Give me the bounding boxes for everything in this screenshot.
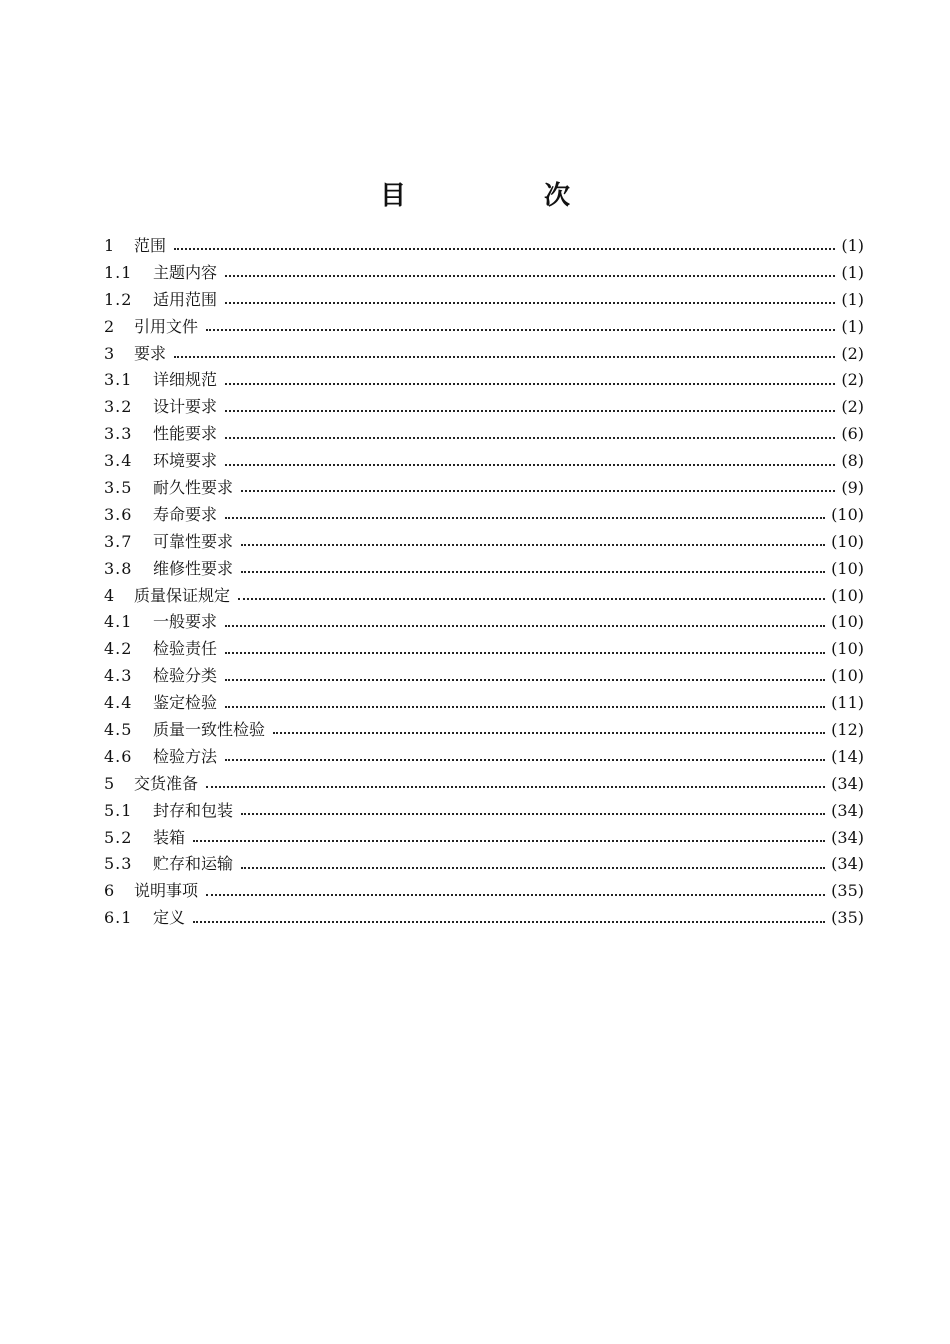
toc-entry-label: 详细规范 [153, 370, 218, 390]
toc-entry[interactable] [104, 287, 864, 314]
toc-entry-page: (34) [831, 800, 864, 820]
toc-entry-number: 4.5 [104, 720, 133, 740]
toc-entry-page: (10) [831, 531, 864, 551]
toc-entry-label: 质量一致性检验 [153, 720, 266, 740]
toc-entry-page: (34) [831, 773, 864, 793]
toc-entry[interactable] [104, 233, 864, 260]
toc-entry-label: 检验方法 [153, 746, 218, 766]
toc-entry[interactable] [104, 771, 864, 798]
toc-entry-label: 一般要求 [153, 612, 218, 632]
toc-entry[interactable] [104, 825, 864, 852]
toc-entry-page: (34) [831, 827, 864, 847]
toc-entry-label: 鉴定检验 [153, 693, 218, 713]
toc-entry-label: 维修性要求 [153, 558, 234, 578]
toc-dot-leader [225, 437, 835, 439]
toc-dot-leader [241, 544, 825, 546]
toc-entry-number: 4 [104, 585, 116, 605]
toc-entry-label: 环境要求 [153, 451, 218, 471]
toc-dot-leader [225, 517, 825, 519]
toc-entry[interactable] [104, 475, 864, 502]
toc-dot-leader [225, 383, 835, 385]
toc-entry-label: 寿命要求 [153, 504, 218, 524]
toc-dot-leader [273, 732, 825, 734]
toc-entry-label: 检验分类 [153, 666, 218, 686]
toc-entry-page: (12) [831, 720, 864, 740]
toc-entry[interactable] [104, 260, 864, 287]
toc-entry-number: 3.1 [104, 370, 133, 390]
toc-entry-label: 引用文件 [134, 316, 199, 336]
toc-entry-number: 6 [104, 881, 116, 901]
toc-entry-number: 4.4 [104, 693, 133, 713]
toc-entry-label: 装箱 [153, 827, 186, 847]
toc-entry[interactable] [104, 878, 864, 905]
toc-entry[interactable] [104, 690, 864, 717]
toc-entry-number: 3.4 [104, 451, 133, 471]
toc-entry-number: 4.1 [104, 612, 133, 632]
toc-dot-leader [225, 410, 835, 412]
toc-entry-page: (6) [841, 424, 864, 444]
toc-dot-leader [225, 679, 825, 681]
toc-entry-label: 说明事项 [134, 881, 199, 901]
toc-entry-label: 质量保证规定 [134, 585, 231, 605]
toc-dot-leader [174, 248, 835, 250]
page-title: 目 次 [379, 181, 626, 211]
toc-dot-leader [241, 813, 825, 815]
toc-entry-number: 3.2 [104, 397, 133, 417]
toc-dot-leader [241, 571, 825, 573]
toc-dot-leader [193, 840, 825, 842]
toc-entry-page: (10) [831, 639, 864, 659]
toc-dot-leader [241, 867, 825, 869]
toc-entry[interactable] [104, 609, 864, 636]
toc-entry[interactable] [104, 905, 864, 932]
toc-entry-label: 耐久性要求 [153, 478, 234, 498]
toc-entry[interactable] [104, 851, 864, 878]
toc-entry-number: 3.7 [104, 531, 133, 551]
toc-entry-label: 可靠性要求 [153, 531, 234, 551]
toc-entry-page: (2) [841, 397, 864, 417]
toc-dot-leader [225, 652, 825, 654]
toc-entry[interactable] [104, 394, 864, 421]
toc-entry-number: 1.2 [104, 289, 133, 309]
table-of-contents [104, 233, 864, 932]
toc-entry-page: (9) [841, 478, 864, 498]
toc-entry-number: 4.6 [104, 746, 133, 766]
toc-entry-page: (34) [831, 854, 864, 874]
toc-entry-page: (2) [841, 343, 864, 363]
toc-entry-page: (1) [841, 236, 864, 255]
toc-entry-label: 范围 [134, 236, 167, 255]
toc-dot-leader [238, 598, 825, 600]
toc-entry[interactable] [104, 798, 864, 825]
toc-entry[interactable] [104, 744, 864, 771]
toc-entry[interactable] [104, 341, 864, 368]
toc-entry-number: 5.2 [104, 827, 133, 847]
toc-entry-number: 5.3 [104, 854, 133, 874]
toc-entry-label: 封存和包装 [153, 800, 234, 820]
toc-entry[interactable] [104, 583, 864, 610]
toc-dot-leader [225, 464, 835, 466]
toc-entry-number: 3.5 [104, 478, 133, 498]
toc-dot-leader [225, 302, 835, 304]
toc-entry-number: 3.6 [104, 504, 133, 524]
toc-dot-leader [193, 921, 825, 923]
toc-entry[interactable] [104, 421, 864, 448]
toc-entry-label: 要求 [134, 343, 167, 363]
toc-entry[interactable] [104, 663, 864, 690]
toc-entry-page: (11) [831, 693, 864, 713]
toc-dot-leader [206, 894, 825, 896]
toc-dot-leader [206, 329, 835, 331]
toc-entry-page: (1) [841, 316, 864, 336]
toc-dot-leader [225, 706, 825, 708]
toc-entry-page: (14) [831, 746, 864, 766]
toc-entry-number: 4.3 [104, 666, 133, 686]
toc-entry-label: 检验责任 [153, 639, 218, 659]
toc-entry-page: (10) [831, 612, 864, 632]
toc-entry[interactable] [104, 502, 864, 529]
toc-entry-number: 5 [104, 773, 116, 793]
toc-entry-page: (10) [831, 558, 864, 578]
toc-entry-page: (10) [831, 666, 864, 686]
toc-entry-page: (1) [841, 262, 864, 282]
toc-entry-page: (8) [841, 451, 864, 471]
toc-entry-label: 定义 [153, 908, 186, 928]
toc-entry-page: (35) [831, 908, 864, 928]
toc-entry-number: 2 [104, 316, 116, 336]
toc-entry-number: 6.1 [104, 908, 133, 928]
toc-entry-page: (2) [841, 370, 864, 390]
toc-entry-number: 5.1 [104, 800, 133, 820]
toc-dot-leader [206, 786, 825, 788]
toc-entry-page: (1) [841, 289, 864, 309]
toc-entry-page: (10) [831, 504, 864, 524]
toc-dot-leader [225, 759, 825, 761]
toc-entry[interactable] [104, 636, 864, 663]
toc-entry-page: (10) [831, 585, 864, 605]
toc-dot-leader [225, 275, 835, 277]
toc-dot-leader [225, 625, 825, 627]
toc-entry-label: 交货准备 [134, 773, 199, 793]
toc-entry-label: 贮存和运输 [153, 854, 234, 874]
toc-dot-leader [174, 356, 835, 358]
toc-entry[interactable] [104, 529, 864, 556]
toc-entry-number: 1 [104, 236, 116, 255]
toc-entry-number: 3.8 [104, 558, 133, 578]
toc-entry[interactable] [104, 717, 864, 744]
toc-entry-label: 主题内容 [153, 262, 218, 282]
toc-entry[interactable] [104, 367, 864, 394]
toc-entry-label: 性能要求 [153, 424, 218, 444]
toc-entry-page: (35) [831, 881, 864, 901]
toc-entry-label: 设计要求 [153, 397, 218, 417]
toc-dot-leader [241, 490, 835, 492]
toc-entry-number: 3 [104, 343, 116, 363]
toc-entry[interactable] [104, 314, 864, 341]
toc-entry-number: 3.3 [104, 424, 133, 444]
toc-entry-number: 4.2 [104, 639, 133, 659]
toc-entry-number: 1.1 [104, 262, 133, 282]
toc-entry-label: 适用范围 [153, 289, 218, 309]
toc-entry[interactable] [104, 448, 864, 475]
toc-entry[interactable] [104, 556, 864, 583]
